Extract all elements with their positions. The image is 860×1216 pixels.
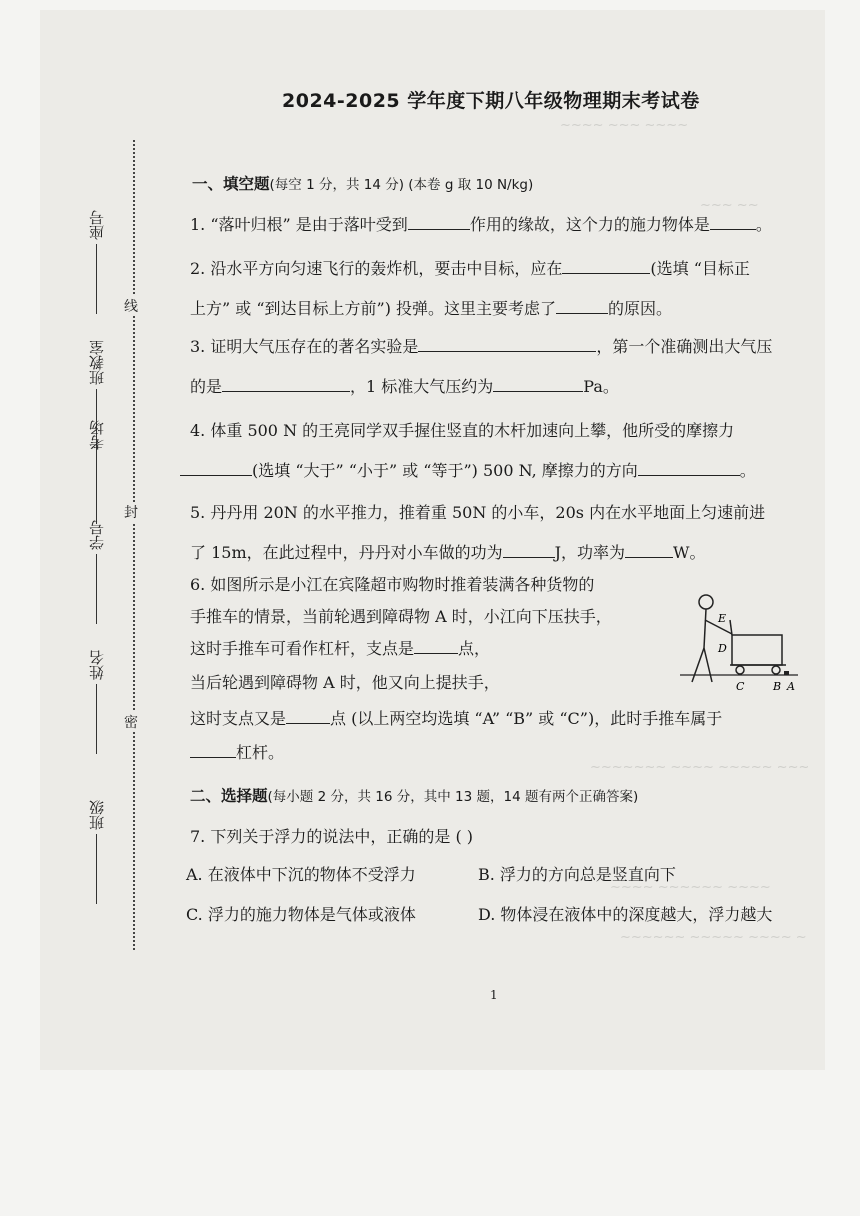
question-6: 6. 如图所示是小江在宾隆超市购物时推着装满各种货物的: [190, 575, 595, 594]
exam-title: 2024-2025 学年度下期八年级物理期末考试卷: [282, 90, 700, 112]
classroom-field: 班教室: [86, 340, 107, 459]
answer-blank[interactable]: [222, 375, 350, 392]
question-2-cont: 上方” 或 “到达目标上方前”) 投弹。这里主要考虑了 的原因。: [190, 299, 673, 318]
answer-blank[interactable]: [286, 707, 330, 724]
answer-blank[interactable]: [710, 213, 756, 230]
answer-blank[interactable]: [414, 637, 458, 654]
seal-dotted-line: [133, 140, 135, 950]
name-field: 姓名: [86, 650, 107, 754]
label-E: E: [718, 612, 727, 625]
question-5-cont: 了 15m，在此过程中，丹丹对小车做的功为 J，功率为 W。: [190, 543, 706, 562]
question-5: 5. 丹丹用 20N 的水平推力，推着重 50N 的小车，20s 内在水平地面上匀速前进: [190, 503, 766, 522]
section1-heading: 一、填空题(每空 1 分，共 14 分) (本卷 g 取 10 N/kg): [192, 175, 534, 193]
answer-blank[interactable]: [190, 741, 236, 758]
question-6-l4: 当后轮遇到障碍物 A 时，他又向上提扶手，: [190, 673, 500, 692]
answer-blank[interactable]: [180, 459, 252, 476]
label-C: C: [736, 680, 745, 693]
question-7-stem: 7. 下列关于浮力的说法中，正确的是 ( ): [190, 827, 474, 846]
answer-blank[interactable]: [503, 541, 555, 558]
exam-room-field: 考场: [86, 420, 107, 524]
question-6-l6: 杠杆。: [190, 740, 284, 763]
question-6-l2: 手推车的情景，当前轮遇到障碍物 A 时，小江向下压扶手，: [190, 607, 612, 626]
answer-blank[interactable]: [625, 541, 673, 558]
q7-option-d[interactable]: D. 物体浸在液体中的深度越大，浮力越大: [478, 905, 773, 924]
seal-char-secret: 密: [124, 712, 138, 732]
answer-blank[interactable]: [556, 297, 608, 314]
answer-blank[interactable]: [408, 213, 470, 230]
class-field: 班级: [86, 800, 107, 904]
answer-blank[interactable]: [493, 375, 583, 392]
question-6-l3: 这时手推车可看作杠杆，支点是 点，: [190, 639, 491, 658]
seat-number-field: 座号: [86, 210, 107, 314]
question-3: 3. 证明大气压存在的著名实验是 ，第一个准确测出大气压: [190, 337, 773, 356]
answer-blank[interactable]: [638, 459, 740, 476]
answer-blank[interactable]: [562, 257, 650, 274]
shopping-cart-figure: [670, 590, 800, 704]
q7-option-c[interactable]: C. 浮力的施力物体是气体或液体: [186, 905, 416, 924]
question-2: 2. 沿水平方向匀速飞行的轰炸机，要击中目标，应在 (选填 “目标正: [190, 259, 750, 278]
label-D: D: [718, 642, 727, 655]
answer-blank[interactable]: [418, 335, 596, 352]
label-B: B: [773, 680, 782, 693]
seal-char-seal: 封: [124, 502, 138, 522]
student-id-field: 学号: [86, 520, 107, 624]
page-number: 1: [490, 988, 498, 1002]
question-4: 4. 体重 500 N 的王亮同学双手握住竖直的木杆加速向上攀，他所受的摩擦力: [190, 421, 735, 440]
section2-heading: 二、选择题(每小题 2 分，共 16 分，其中 13 题，14 题有两个正确答案): [190, 787, 639, 805]
question-4-cont: (选填 “大于” “小于” 或 “等于”) 500 N, 摩擦力的方向 。: [180, 458, 756, 481]
question-3-cont: 的是 ，1 标准大气压约为 Pa。: [190, 377, 619, 396]
label-A: A: [787, 680, 795, 693]
question-6-l5: 这时支点又是 点 (以上两空均选填 “A” “B” 或 “C”)，此时手推车属于: [190, 709, 723, 728]
question-1: 1. “落叶归根” 是由于落叶受到 作用的缘故，这个力的施力物体是 。: [190, 215, 772, 234]
q7-option-a[interactable]: A. 在液体中下沉的物体不受浮力: [186, 865, 416, 884]
seal-char-line: 线: [124, 296, 138, 316]
q7-option-b[interactable]: B. 浮力的方向总是竖直向下: [478, 865, 676, 884]
